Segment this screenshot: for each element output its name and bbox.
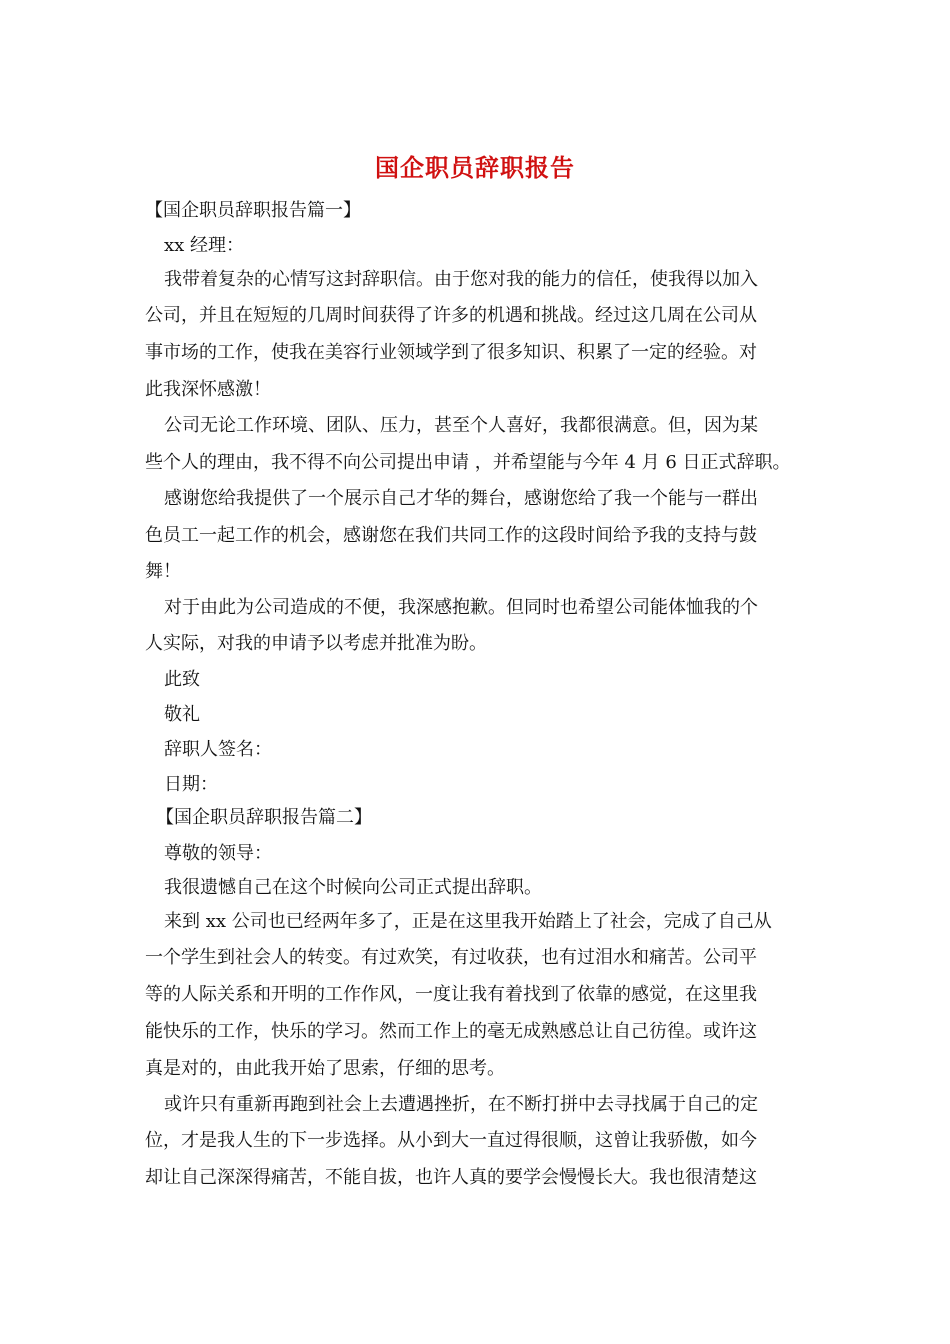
paragraph-line: 舞！ bbox=[145, 561, 181, 582]
document-title: 国企职员辞职报告 bbox=[375, 153, 575, 182]
paragraph-line: 公司，并且在短短的几周时间获得了许多的机遇和挑战。经过这几周在公司从 bbox=[145, 305, 757, 326]
paragraph-line: 能快乐的工作，快乐的学习。然而工作上的毫无成熟感总让自己彷徨。或许这 bbox=[145, 1021, 757, 1042]
closing-line: 此致 bbox=[164, 669, 200, 690]
paragraph-line: 真是对的，由此我开始了思索，仔细的思考。 bbox=[145, 1058, 505, 1079]
paragraph-line: 对于由此为公司造成的不便，我深感抱歉。但同时也希望公司能体恤我的个 bbox=[164, 597, 758, 618]
paragraph-line: 些个人的理由，我不得不向公司提出申请 ，并希望能与今年 4 月 6 日正式辞职。 bbox=[145, 452, 791, 473]
closing-line: 敬礼 bbox=[164, 704, 200, 725]
date-label: 日期： bbox=[164, 774, 218, 795]
paragraph-line: 或许只有重新再跑到社会上去遭遇挫折，在不断打拼中去寻找属于自己的定 bbox=[164, 1094, 758, 1115]
paragraph-line: 我带着复杂的心情写这封辞职信。由于您对我的能力的信任，使我得以加入 bbox=[164, 269, 758, 290]
paragraph-line: 色员工一起工作的机会，感谢您在我们共同工作的这段时间给予我的支持与鼓 bbox=[145, 525, 757, 546]
paragraph-line: 位，才是我人生的下一步选择。从小到大一直过得很顺，这曾让我骄傲，如今 bbox=[145, 1130, 757, 1151]
paragraph-line: 人实际，对我的申请予以考虑并批准为盼。 bbox=[145, 633, 487, 654]
paragraph-line: 却让自己深深得痛苦，不能自拔，也许人真的要学会慢慢长大。我也很清楚这 bbox=[145, 1167, 757, 1188]
salutation: xx 经理： bbox=[164, 235, 245, 256]
paragraph-line: 一个学生到社会人的转变。有过欢笑，有过收获，也有过泪水和痛苦。公司平 bbox=[145, 947, 757, 968]
paragraph-line: 事市场的工作，使我在美容行业领域学到了很多知识、积累了一定的经验。对 bbox=[145, 342, 757, 363]
paragraph-line: 公司无论工作环境、团队、压力，甚至个人喜好，我都很满意。但，因为某 bbox=[164, 415, 758, 436]
paragraph-line: 来到 xx 公司也已经两年多了，正是在这里我开始踏上了社会，完成了自己从 bbox=[164, 911, 772, 932]
section-heading-2: 【国企职员辞职报告篇二】 bbox=[156, 807, 372, 828]
paragraph-line: 等的人际关系和开明的工作作风，一度让我有着找到了依靠的感觉，在这里我 bbox=[145, 984, 757, 1005]
paragraph-line: 感谢您给我提供了一个展示自己才华的舞台，感谢您给了我一个能与一群出 bbox=[164, 488, 758, 509]
paragraph-line: 此我深怀感激！ bbox=[145, 379, 271, 400]
signature-label: 辞职人签名： bbox=[164, 739, 272, 760]
salutation: 尊敬的领导： bbox=[164, 843, 272, 864]
paragraph-line: 我很遗憾自己在这个时候向公司正式提出辞职。 bbox=[164, 877, 542, 898]
section-heading-1: 【国企职员辞职报告篇一】 bbox=[145, 200, 361, 221]
